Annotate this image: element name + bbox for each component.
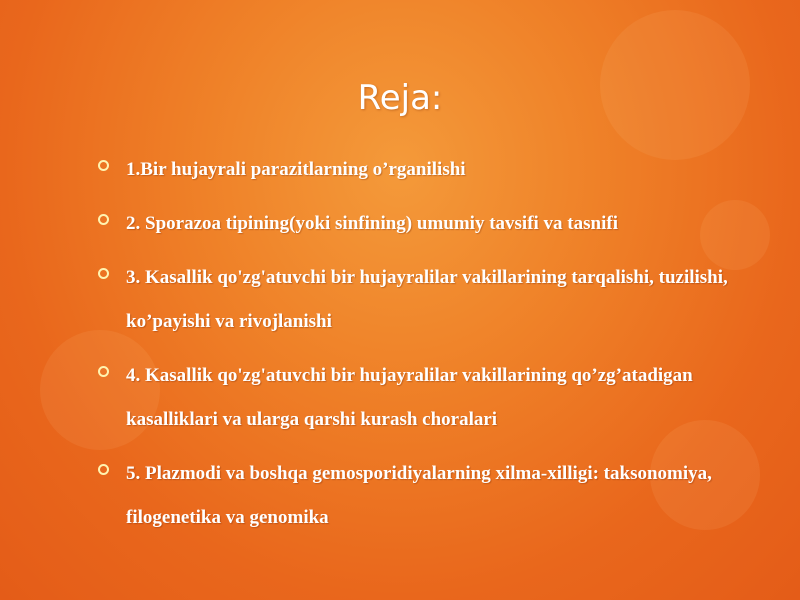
slide-title: Reja:	[357, 78, 443, 118]
circle-bullet-icon	[98, 214, 109, 225]
circle-bullet-icon	[98, 366, 109, 377]
bullet-item-5	[96, 452, 736, 540]
bullet-text: 1.Bir hujayrali parazitlarning o’rganilishi	[126, 159, 466, 180]
bullet-text: 5. Plazmodi va boshqa gemosporidiyalarning xilma-xilligi: taksonomiya, filogenetika va genomika	[126, 463, 712, 528]
bullet-item-3	[96, 256, 736, 344]
circle-bullet-icon	[98, 268, 109, 279]
bullet-text: 3. Kasallik qo'zg'atuvchi bir hujayralilar vakillarining tarqalishi, tuzilishi, ko’payishi va rivojlanishi	[126, 267, 728, 332]
bullet-item-4	[96, 354, 736, 442]
bullet-text: 4. Kasallik qo'zg'atuvchi bir hujayralilar vakillarining qo’zg’atadigan kasalliklari va ularga qarshi kurash choralari	[126, 365, 693, 430]
circle-bullet-icon	[98, 160, 109, 171]
circle-bullet-icon	[98, 464, 109, 475]
bullet-item-1	[96, 148, 736, 192]
bullet-list	[96, 148, 736, 550]
bullet-item-2	[96, 202, 736, 246]
bullet-text: 2. Sporazoa tipining(yoki sinfining) umumiy tavsifi va tasnifi	[126, 213, 618, 234]
